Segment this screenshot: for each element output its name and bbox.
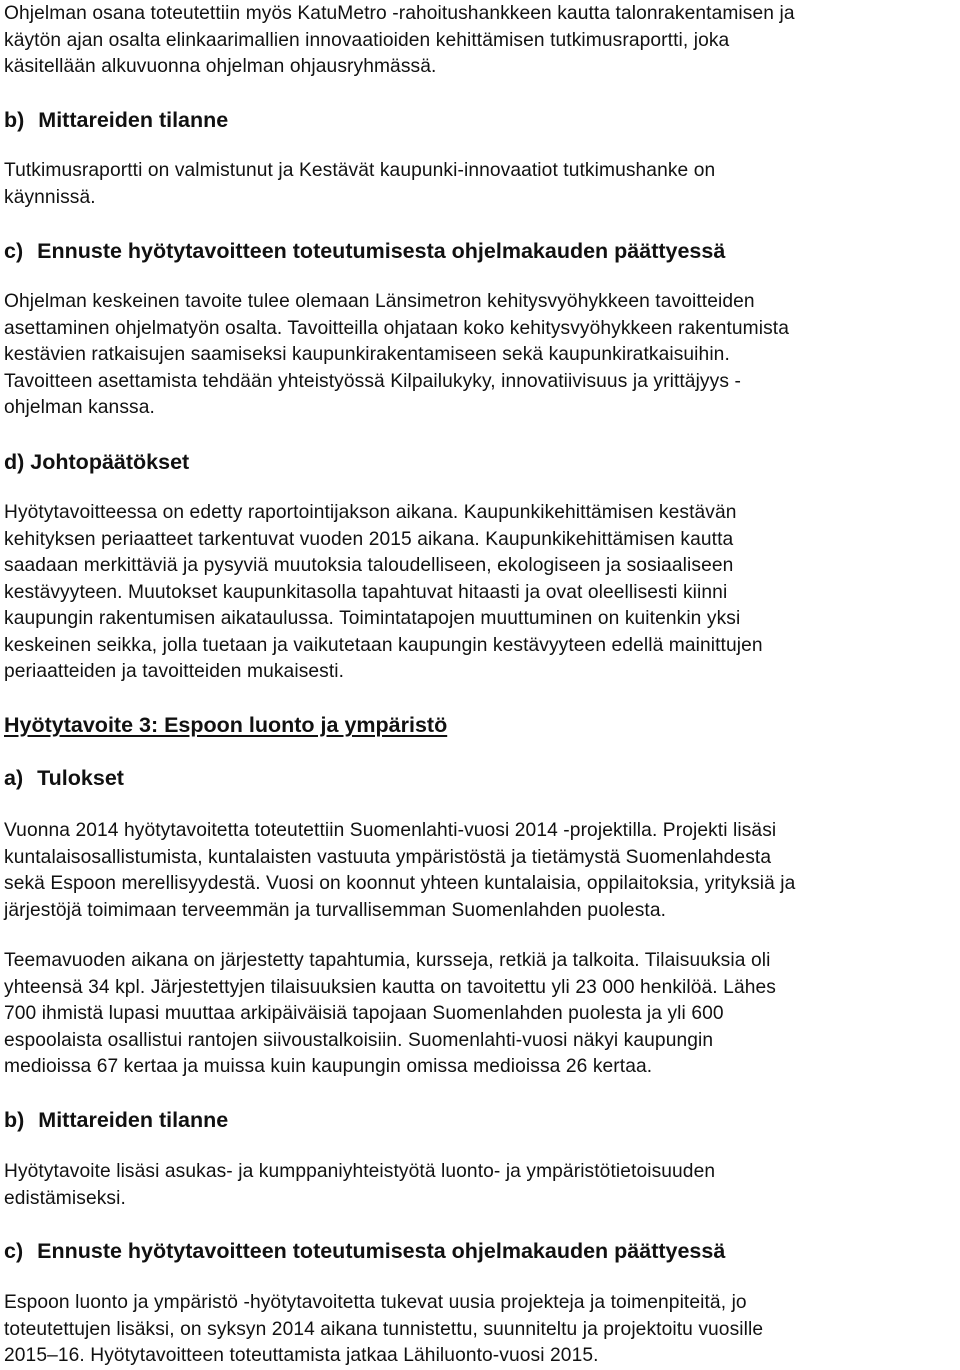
section-heading-c [4,238,725,264]
text-line: Ohjelman keskeinen tavoite tulee olemaan Länsimetron kehitysvyöhykkeen tavoitteiden [4,291,755,312]
heading-label: c) [4,239,24,263]
text-line: 2015–16. Hyötytavoitteen toteuttamista jatkaa Lähiluonto-vuosi 2015. [4,1345,599,1366]
text-line: ohjelman kanssa. [4,397,155,418]
text-line: kehityksen periaatteet tarkentuvat vuoden 2015 aikana. Kaupunkikehittämisen kautta [4,528,734,550]
heading-label: c) [4,1239,24,1263]
text-line: keskeinen seikka, jolla tuetaan ja vaikutetaan kaupungin kestävyyteen edellä mainittujen [4,634,763,656]
text-line: yhteensä 34 kpl. Järjestettyjen tilaisuuksien kautta on tavoitettu yli 23 000 henkilöä. Lähes [4,976,776,998]
heading-label: b) [4,1108,25,1132]
main-section-title: Hyötytavoite 3: Espoon luonto ja ympäristö [4,713,448,737]
section-heading-c2 [4,1238,725,1264]
heading-label: b) [4,108,25,132]
text-line: Vuonna 2014 hyötytavoitetta toteutettiin Suomenlahti-vuosi 2014 -projektilla. Projekti lisäsi [4,820,777,841]
text-line: Ohjelman osana toteutettiin myös KatuMetro -rahoitushankkeen kautta talonrakentamisen ja [4,3,795,24]
text-line: kaupungin rakentumisen aikataulussa. Toimintatapojen muuttuminen on kuitenkin yksi [4,608,741,629]
paragraph-d [4,500,763,686]
section-heading-b2 [4,1107,228,1133]
text-line: käynnissä. [4,186,96,208]
text-line: käytön ajan osalta elinkaarimallien innovaatioiden kehittämisen tutkimusraportti, joka [4,29,730,51]
text-line: espoolaista osallistui rantojen siivoustalkoisiin. Suomenlahti-vuosi näkyi kaupungin [4,1029,714,1051]
text-line: järjestöjä toimimaan terveemmän ja turvallisemman Suomenlahden puolesta. [4,899,667,921]
text-line: kestävien ratkaisujen saamiseksi kaupunkirakentamiseen sekä kaupunkiratkaisuihin. [4,344,730,365]
text-line: Espoon luonto ja ympäristö -hyötytavoitetta tukevat uusia projekteja ja toimenpiteitä, jo [4,1292,747,1313]
paragraph-b2 [4,1159,715,1212]
heading-title: Ennuste hyötytavoitteen toteutumisesta ohjelmakauden päättyessä [37,239,726,263]
text-line: toteutettujen lisäksi, on syksyn 2014 aikana tunnistettu, suunniteltu ja projektoitu vuosille [4,1318,764,1340]
text-line: Tutkimusraportti on valmistunut ja Kestävät kaupunki-innovaatiot tutkimushanke on [4,160,716,181]
section-heading-a [4,765,124,791]
text-line: kestävyyteen. Muutokset kaupunkitasolla tapahtuvat hitaasti ja ovat oleellisesti kiinni [4,581,728,603]
heading-title: Tulokset [37,766,124,790]
section-heading-d [4,449,189,475]
text-line: kuntalaisosallistumista, kuntalaisten vastuuta ympäristöstä ja tietämystä Suomenlahdesta [4,846,772,868]
text-line: edistämiseksi. [4,1187,126,1209]
heading-title: Mittareiden tilanne [38,1108,229,1132]
paragraph-c2 [4,1290,763,1370]
paragraph-b [4,158,715,211]
text-line: saadaan merkittäviä ja pysyviä muutoksia taloudelliseen, ekologiseen ja sosiaaliseen [4,555,734,576]
text-line: Hyötytavoitteessa on edetty raportointijakson aikana. Kaupunkikehittämisen kestävän [4,502,737,523]
paragraph-a1 [4,818,795,924]
text-line: Hyötytavoite lisäsi asukas- ja kumppaniyhteistyötä luonto- ja ympäristötietoisuuden [4,1161,716,1182]
intro-paragraph [4,1,795,81]
text-line: sekä Espoon merellisyydestä. Vuosi on koonnut yhteen kuntalaisia, oppilaitoksia, yrityksiä ja [4,873,796,894]
text-line: asettaminen ohjelmatyön osalta. Tavoitteilla ohjataan koko kehitysvyöhykkeen rakentumista [4,317,790,339]
text-line: Teemavuoden aikana on järjestetty tapahtumia, kursseja, retkiä ja talkoita. Tilaisuuksia oli [4,950,771,971]
heading-label: a) [4,766,24,790]
text-line: käsitellään alkuvuonna ohjelman ohjausryhmässä. [4,56,437,77]
text-line: periaatteiden ja tavoitteiden mukaisesti. [4,661,345,682]
text-line: medioissa 67 kertaa ja muissa kuin kaupungin omissa medioissa 26 kertaa. [4,1056,653,1077]
heading-title: Ennuste hyötytavoitteen toteutumisesta ohjelmakauden päättyessä [37,1239,726,1263]
heading-label: d) [4,450,25,474]
heading-title: Mittareiden tilanne [38,108,229,132]
section-heading-b [4,107,228,133]
text-line: Tavoitteen asettamista tehdään yhteistyössä Kilpailukyky, innovatiivisuus ja yrittäjyys - [4,370,741,392]
text-line: 700 ihmistä lupasi muuttaa arkipäiväisiä tapojaan Suomenlahden puolesta ja yli 600 [4,1003,724,1024]
paragraph-c [4,289,789,422]
heading-title: Johtopäätökset [30,450,190,474]
paragraph-a2 [4,948,776,1081]
